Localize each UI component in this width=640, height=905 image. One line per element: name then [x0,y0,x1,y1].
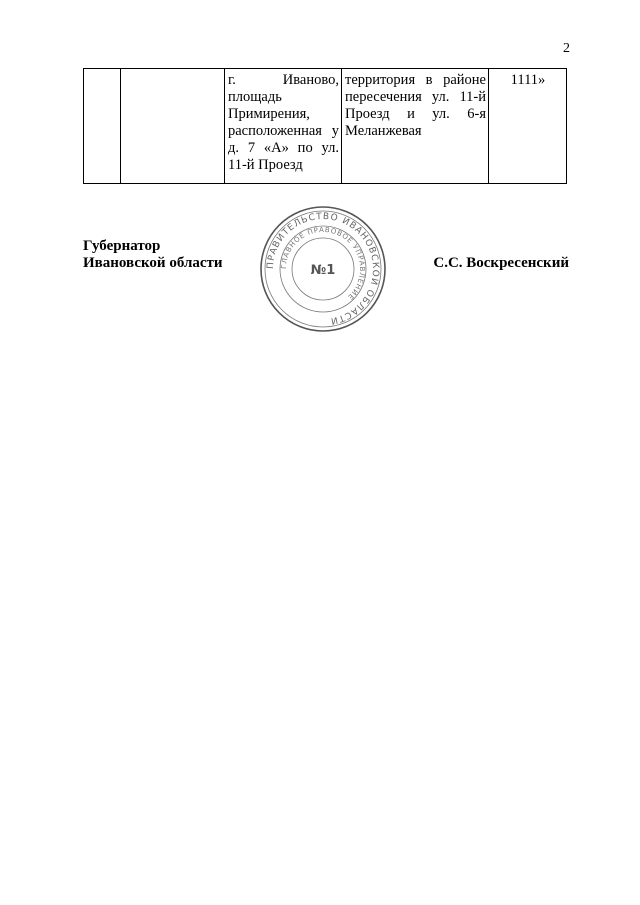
table-row [84,69,567,184]
official-seal [258,204,388,334]
signatory-name: С.С. Воскресенский [433,255,569,271]
registry-table [83,68,567,184]
seal-inner-text: ГЛАВНОЕ ПРАВОВОЕ УПРАВЛЕНИЕ [279,225,367,302]
seal-number: №1 [310,263,336,278]
seal-outer-text: ПРАВИТЕЛЬСТВО ИВАНОВСКОЙ ОБЛАСТИ [265,211,381,326]
signatory-title-line2: Ивановской области [83,255,223,271]
table-cell-number [84,69,121,184]
signature-block [83,211,573,338]
table-cell-count: 1111» [489,69,567,184]
table-cell-name [121,69,225,184]
table-cell-description: территория в районе пересечения ул. 11-й Проезд и ул. 6-я Меланжевая [342,69,489,184]
table-cell-address: г. Иваново, площадь Примирения, расположенная у д. 7 «А» по ул. 11-й Проезд [225,69,342,184]
page-number: 2 [563,41,570,56]
signatory-title [83,238,223,272]
signatory-title-line1: Губернатор [83,238,161,254]
